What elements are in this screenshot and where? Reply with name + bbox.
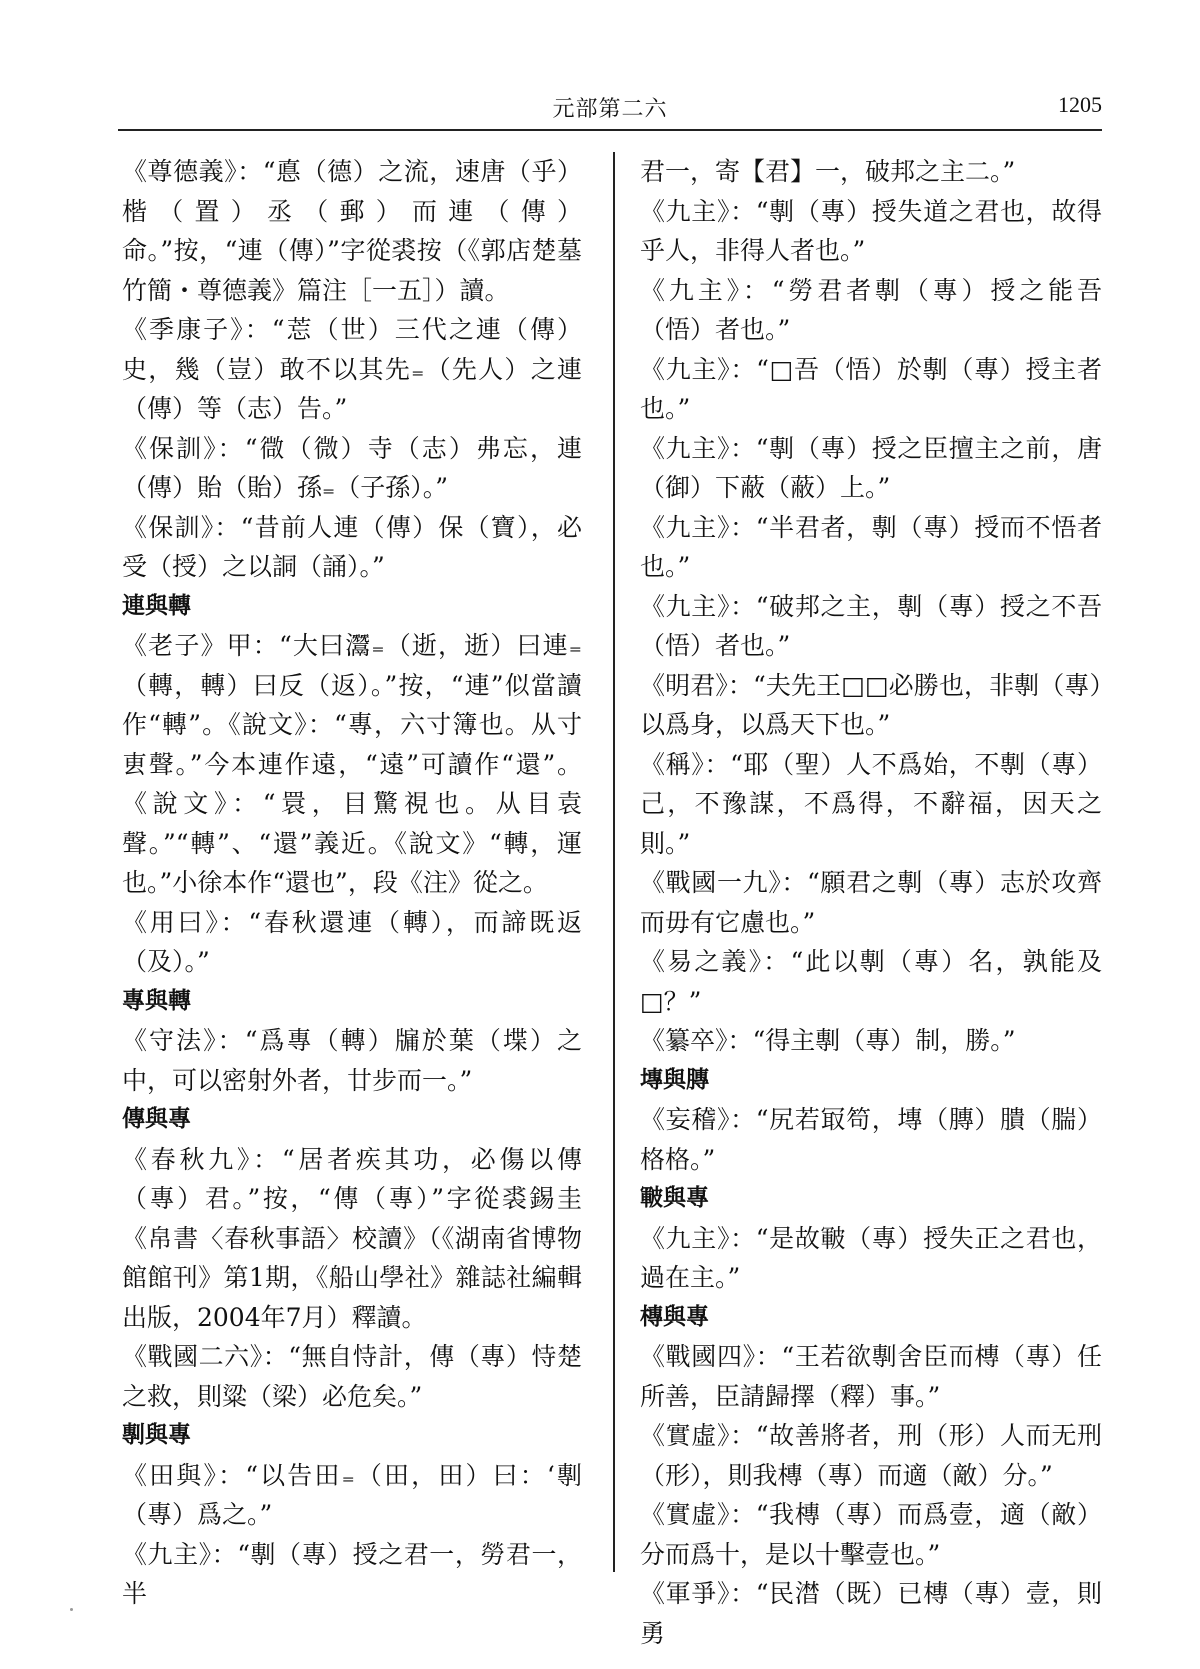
citation-entry: 《尊德義》：“悳（德）之流，速唐（乎）楷（置）丞（郵）而連（傳）命。”按，“連（傳）”字從裘按（《郭店楚墓竹簡・尊德義》篇注［一五］）讀。 [122, 157, 582, 305]
citation-entry: 《保訓》：“㣲（微）寺（志）弗忘，連（傳）貽（貽）孫₌（子孫）。” [122, 433, 582, 502]
citation-entry: 《九主》：“半君者，剸（專）授而不悟者也。” [640, 512, 1102, 581]
citation-entry: 《實虛》：“我槫（專）而爲壹，適（敵）分而爲十，是以十擊壹也。” [640, 1500, 1102, 1569]
citation-entry: 《實虛》：“故善將者，刑（形）人而无刑（形），則我槫（專）而適（敵）分。” [640, 1421, 1102, 1490]
section-heading: 槫與專 [640, 1303, 709, 1330]
citation-entry: 《守法》：“爲專（轉）牖於葉（堞）之中，可以密射外者，廿步而一。” [122, 1026, 582, 1095]
citation-entry: 《九主》：“勞君者剸（專）授之能吾（悟）者也。” [640, 275, 1102, 344]
section-heading: 連與轉 [122, 592, 191, 619]
citation-entry: 《九主》：“破邦之主，剸（專）授之不吾（悟）者也。” [640, 591, 1102, 660]
section-heading: 剸與專 [122, 1422, 191, 1448]
citation-entry: 《戰國一九》：“願君之剸（專）志於攻齊而毋有它慮也。” [640, 868, 1102, 937]
running-header [118, 92, 1102, 132]
section-heading: 專與轉 [122, 987, 191, 1014]
page-number: 1205 [1058, 92, 1102, 117]
citation-entry: 《九主》：“剸（專）授之君一，勞君一，半 [122, 1539, 582, 1608]
citation-entry: 《老子》甲：“大曰灊₌（逝，逝）曰連₌（轉，轉）曰反（返）。”按，“連”似當讀作“轉”。《說文》：“專，六寸簿也。从寸叀聲。”今本連作遠，“遠”可讀作“還”。《說文》：“睘，目驚視也。从目袁聲。”“轉”、“還”義近。《說文》“轉，運也。”小徐本作“還也”，段《注》從之。 [122, 631, 582, 897]
citation-entry: 《保訓》：“昔前人連（傳）保（寶），必受（授）之以詷（誦）。” [122, 512, 582, 581]
citation-entry: 《戰國四》：“王若欲剸舍臣而槫（專）任所善，臣請歸擇（釋）事。” [640, 1342, 1102, 1411]
citation-entry: 《田與》：“以告田₌（田，田）曰：‘剸（專）爲之。” [122, 1460, 582, 1529]
citation-entry: 《九主》：“□吾（悟）於剸（專）授主者也。” [640, 354, 1102, 423]
citation-entry: 《用曰》：“春秋還連（轉），而諦既返（及）。” [122, 907, 582, 976]
citation-entry: 《軍爭》：“民澘（既）已槫（專）壹，則勇 [640, 1579, 1102, 1648]
right-column [640, 152, 1102, 1653]
section-title: 元部第二六 [552, 97, 668, 122]
section-heading: 皸與專 [640, 1185, 709, 1211]
citation-entry: 《九主》：“是故皸（專）授失正之君也，過在主。” [640, 1223, 1102, 1292]
citation-entry: 《稱》：“耶（聖）人不爲始，不剸（專）己，不豫謀，不爲得，不辭福，因天之則。” [640, 749, 1102, 858]
section-heading: 塼與膞 [640, 1066, 709, 1093]
left-column [122, 152, 582, 1614]
citation-entry: 《纂卒》：“得主剸（專）制，勝。” [640, 1026, 1016, 1055]
header-rule [118, 129, 1102, 131]
citation-entry: 《九主》：“剸（專）授之臣擅主之前，唐（御）下蔽（蔽）上。” [640, 433, 1102, 502]
citation-entry: 《易之義》：“此以剸（專）名，孰能及□？” [640, 947, 1102, 1016]
citation-entry: 《明君》：“夫先王□□必勝也，非剸（專）以爲身，以爲天下也。” [640, 670, 1102, 739]
citation-entry: 《戰國二六》：“無自恃計，傳（專）恃楚之救，則粱（梁）必危矣。” [122, 1342, 582, 1411]
margin-speck [70, 1608, 73, 1611]
citation-entry: 《春秋九》：“居者疾其功，必傷以傳（專）君。”按，“傳（專）”字從裘錫圭《帛書〈春秋事語〉校讀》（《湖南省博物館館刊》第1期，《船山學社》雜誌社編輯出版，2004年7月）釋讀。 [122, 1144, 582, 1332]
column-divider [613, 152, 615, 1572]
citation-entry: 君一，寄【君】一，破邦之主二。” [640, 157, 1016, 186]
citation-entry: 《妄稽》：“尻若冣笱，塼（膞）膭（腨）格格。” [640, 1105, 1102, 1174]
section-heading: 傳與專 [122, 1106, 191, 1132]
citation-entry: 《九主》：“剸（專）授失道之君也，故得乎人，非得人者也。” [640, 196, 1102, 265]
citation-entry: 《季康子》：“莣（世）三代之連（傳）史，幾（豈）敢不以其先₌（先人）之連（傳）等（志）告。” [122, 315, 582, 423]
